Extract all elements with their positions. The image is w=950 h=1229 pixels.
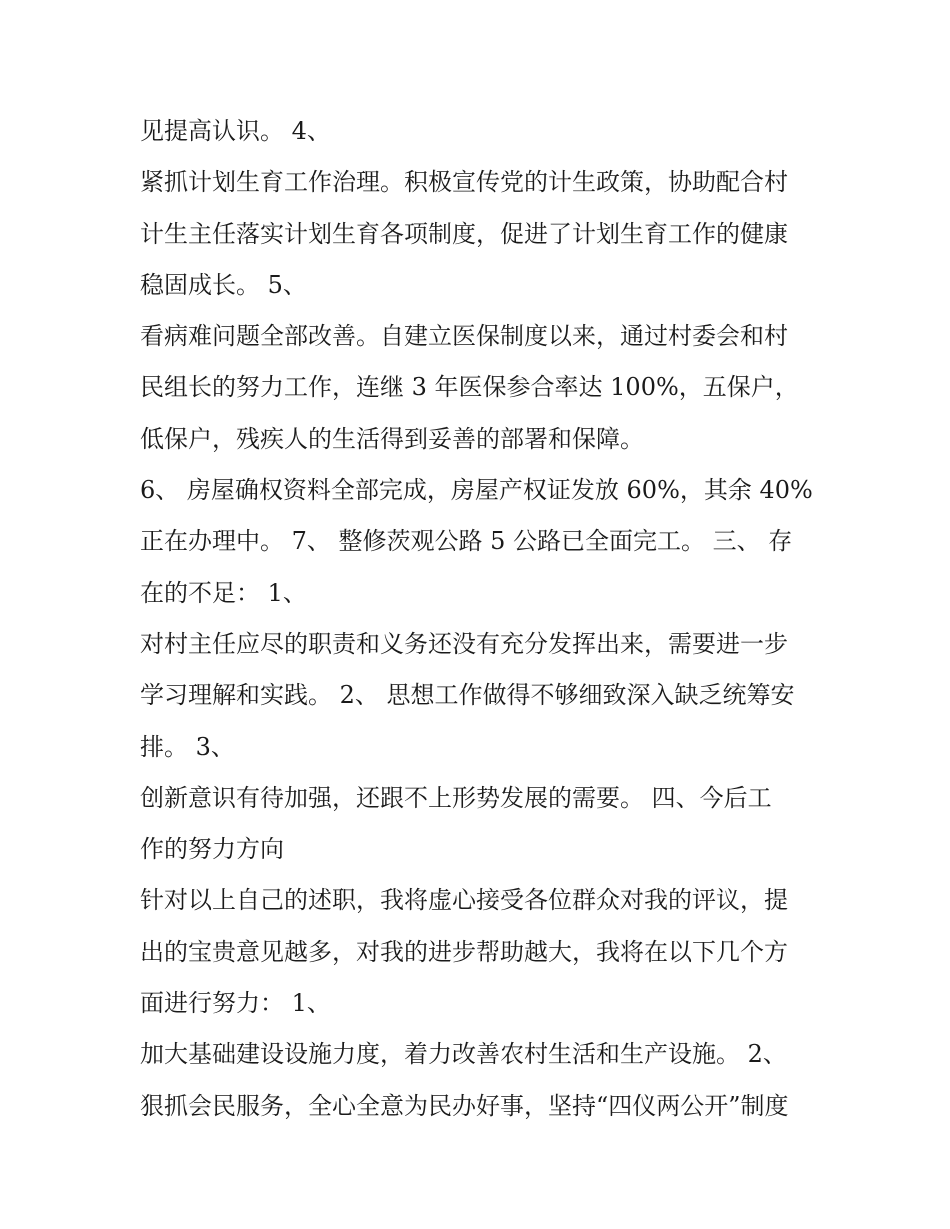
text-line: 低保户，残疾人的生活得到妥善的部署和保障。 <box>140 424 644 453</box>
document-body <box>140 106 820 1132</box>
text-line: 狠抓会民服务，全心全意为民办好事，坚持“四仪两公开”制度 <box>140 1091 789 1120</box>
text-line: 排。 3、 <box>140 732 235 761</box>
text-line: 加大基础建设设施力度，着力改善农村生活和生产设施。 2、 <box>140 1040 787 1069</box>
text-line: 创新意识有待加强，还跟不上形势发展的需要。 四、今后工 <box>140 783 772 812</box>
text-line: 针对以上自己的述职，我将虚心接受各位群众对我的评议，提 <box>140 886 788 915</box>
text-line: 出的宝贵意见越多，对我的进步帮助越大，我将在以下几个方 <box>140 937 788 966</box>
text-line: 稳固成长。 5、 <box>140 270 307 299</box>
text-line: 民组长的努力工作，连继 3 年医保参合率达 100%，五保户， <box>140 373 799 402</box>
text-line: 计生主任落实计划生育各项制度，促进了计划生育工作的健康 <box>140 219 788 248</box>
text-line: 作的努力方向 <box>140 835 284 864</box>
text-line: 对村主任应尽的职责和义务还没有充分发挥出来，需要进一步 <box>140 629 788 658</box>
text-line: 6、 房屋确权资料全部完成，房屋产权证发放 60%，其余 40% <box>140 476 813 505</box>
text-line: 学习理解和实践。 2、 思想工作做得不够细致深入缺乏统筹安 <box>140 681 795 710</box>
text-line: 紧抓计划生育工作治理。积极宣传党的计生政策，协助配合村 <box>140 168 788 197</box>
text-line: 看病难问题全部改善。自建立医保制度以来，通过村委会和村 <box>140 322 788 351</box>
text-line: 面进行努力： 1、 <box>140 989 331 1018</box>
text-line: 正在办理中。 7、 整修茨观公路 5 公路已全面完工。 三、 存 <box>140 527 793 556</box>
text-line: 在的不足： 1、 <box>140 578 307 607</box>
text-line: 见提高认识。 4、 <box>140 117 331 145</box>
